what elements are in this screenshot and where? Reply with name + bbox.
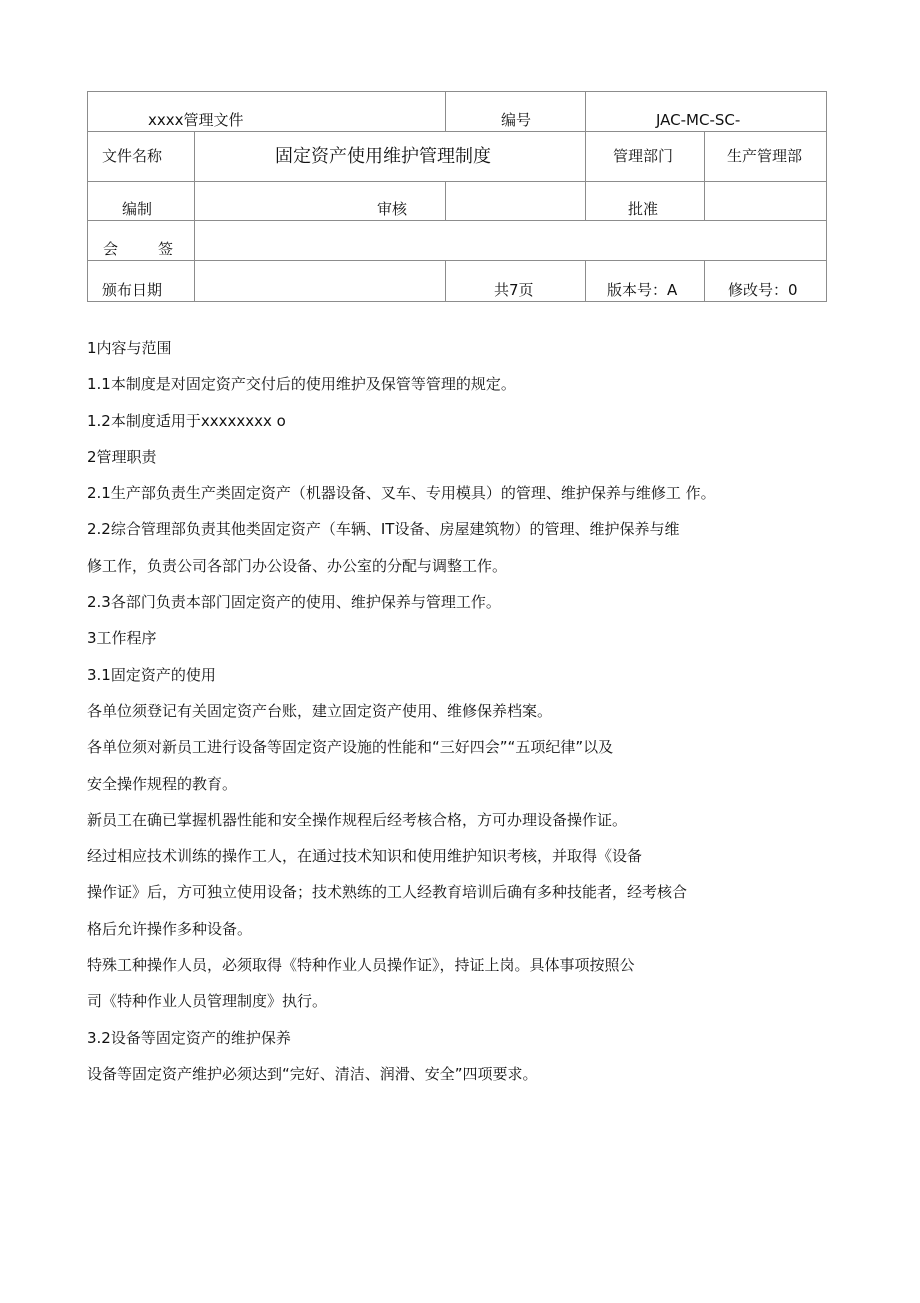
version-cell: [586, 261, 705, 302]
section-heading: 2管理职责: [87, 447, 157, 466]
compiled-label: 编制: [122, 200, 153, 218]
body-line: 1.1本制度是对固定资产交付后的使用维护及保管等管理的规定。: [87, 375, 516, 394]
approved-label: 批准: [628, 200, 659, 218]
document-body: [87, 333, 847, 1095]
dept-value: 生产管理部: [727, 147, 803, 165]
countersign-value-cell: [195, 221, 827, 261]
body-line: 设备等固定资产维护必须达到“完好、清洁、润滑、安全”四项要求。: [87, 1064, 538, 1083]
approved-value-cell: [705, 182, 827, 221]
body-line: 各单位须对新员工进行设备等固定资产设施的性能和“三好四会”“五项纪律”以及: [87, 738, 614, 757]
number-value: JAC-MC-SC-: [656, 111, 741, 129]
section-heading: 3工作程序: [87, 629, 157, 648]
compiled-value-cell: [195, 182, 446, 221]
reviewed-label: 审核: [377, 200, 408, 218]
section-heading: 1内容与范围: [87, 339, 172, 357]
body-line: 1.2本制度适用于xxxxxxxx o: [87, 411, 286, 430]
body-line: 2.2综合管理部负责其他类固定资产（车辆、IT设备、房屋建筑物）的管理、维护保养与维: [87, 520, 680, 539]
revision-number: 修改号：0: [728, 281, 798, 299]
number-value-cell: [586, 92, 827, 132]
document-header-table: [87, 91, 827, 302]
body-line: 特殊工种操作人员，必须取得《特种作业人员操作证》，持证上岗。具体事项按照公: [87, 956, 635, 975]
body-line: 各单位须登记有关固定资产台账，建立固定资产使用、维修保养档案。: [87, 701, 553, 720]
file-name-label-cell: [88, 132, 195, 182]
revision-cell: [705, 261, 827, 302]
body-line: 经过相应技术训练的操作工人，在通过技术知识和使用维护知识考核，并取得《设备: [87, 847, 643, 866]
countersign-label-cell: [88, 221, 195, 261]
subsection-heading: 3.1固定资产的使用: [87, 665, 216, 684]
issue-date-label: 颁布日期: [102, 281, 163, 299]
pages-cell: [446, 261, 586, 302]
file-name-value: 固定资产使用维护管理制度: [275, 145, 491, 167]
file-name-value-cell: [195, 132, 586, 182]
body-line: 修工作，负责公司各部门办公设备、办公室的分配与调整工作。: [87, 556, 508, 575]
approved-label-cell: [586, 182, 705, 221]
body-line: 2.1生产部负责生产类固定资产（机器设备、叉车、专用模具）的管理、维护保养与维修工 作。: [87, 484, 716, 503]
body-line: 操作证》后，方可独立使用设备；技术熟练的工人经教育培训后确有多种技能者，经考核合: [87, 883, 688, 902]
issue-date-value-cell: [195, 261, 446, 302]
countersign-label-1: 会: [103, 240, 119, 258]
dept-label: 管理部门: [613, 147, 674, 165]
dept-label-cell: [586, 132, 705, 182]
body-line: 新员工在确已掌握机器性能和安全操作规程后经考核合格，方可办理设备操作证。: [87, 810, 628, 829]
company-doc-cell: [88, 92, 446, 132]
body-line: 安全操作规程的教育。: [87, 774, 238, 793]
issue-date-label-cell: [88, 261, 195, 302]
company-doc-label: xxxx管理文件: [148, 111, 244, 129]
pages-count: 共7页: [494, 281, 534, 299]
body-line: 司《特种作业人员管理制度》执行。: [87, 992, 328, 1011]
subsection-heading: 3.2设备等固定资产的维护保养: [87, 1028, 291, 1047]
body-line: 2.3各部门负责本部门固定资产的使用、维护保养与管理工作。: [87, 593, 501, 612]
version-number: 版本号：A: [607, 281, 678, 299]
body-line: 格后允许操作多种设备。: [87, 919, 253, 938]
countersign-label-2: 签: [158, 240, 174, 258]
number-label: 编号: [501, 111, 532, 129]
dept-value-cell: [705, 132, 827, 182]
file-name-label: 文件名称: [102, 147, 163, 165]
number-label-cell: [446, 92, 586, 132]
reviewed-value-cell: [446, 182, 586, 221]
compiled-label-cell: [88, 182, 195, 221]
